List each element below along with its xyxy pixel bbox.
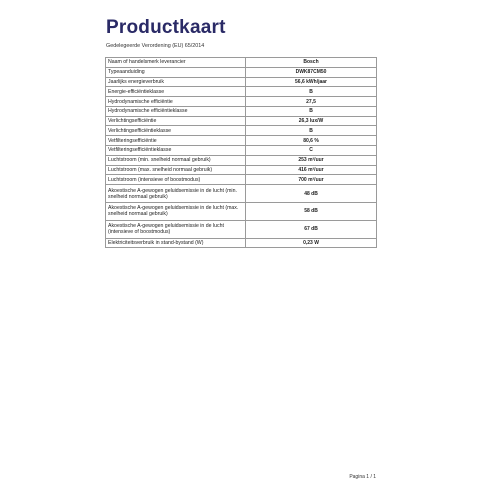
table-row [106, 106, 377, 116]
spec-label: Akoestische A-gewogen geluidsemissie in de lucht (max. snelheid normaal gebruik) [106, 202, 246, 220]
spec-label: Luchtstroom (intensieve of boostmodus) [106, 175, 246, 185]
spec-label: Hydrodynamische efficiëntie [106, 97, 246, 107]
spec-value: 416 m³/uur [246, 165, 377, 175]
table-row [106, 165, 377, 175]
page-number: Pagina 1 / 1 [349, 474, 376, 480]
table-row [106, 116, 377, 126]
table-row [106, 77, 377, 87]
spec-value: B [246, 106, 377, 116]
table-row [106, 220, 377, 238]
spec-label: Jaarlijks energieverbruik [106, 77, 246, 87]
spec-value: 80,6 % [246, 136, 377, 146]
table-row [106, 136, 377, 146]
specification-table [105, 57, 377, 248]
table-row [106, 185, 377, 203]
product-sheet-page [103, 14, 379, 486]
spec-label: Verlichtingsefficiëntie [106, 116, 246, 126]
spec-value: 67 dB [246, 220, 377, 238]
spec-value: 0,23 W [246, 238, 377, 248]
spec-label: Akoestische A-gewogen geluidsemissie in de lucht (min. snelheid normaal gebruik) [106, 185, 246, 203]
spec-label: Vetfilteringsefficiëntieklasse [106, 146, 246, 156]
spec-value: 253 m³/uur [246, 155, 377, 165]
spec-value: B [246, 126, 377, 136]
table-row [106, 58, 377, 68]
specification-table-body [106, 58, 377, 248]
spec-label: Akoestische A-gewogen geluidsemissie in de lucht (intensieve of boostmodus) [106, 220, 246, 238]
spec-label: Elektriciteitsverbruik in stand-bystand (W) [106, 238, 246, 248]
table-row [106, 155, 377, 165]
spec-label: Verlichtingsefficiëntieklasse [106, 126, 246, 136]
spec-value: 56,6 kWh/jaar [246, 77, 377, 87]
spec-label: Hydrodynamische efficiëntieklasse [106, 106, 246, 116]
spec-value: 700 m³/uur [246, 175, 377, 185]
table-row [106, 97, 377, 107]
table-row [106, 175, 377, 185]
spec-value: Bosch [246, 58, 377, 68]
spec-label: Typeaanduiding [106, 67, 246, 77]
spec-label: Luchtstroom (min. snelheid normaal gebruik) [106, 155, 246, 165]
spec-value: 26,3 lux/W [246, 116, 377, 126]
table-row [106, 202, 377, 220]
spec-value: B [246, 87, 377, 97]
table-row [106, 126, 377, 136]
spec-value: 58 dB [246, 202, 377, 220]
spec-value: 27,5 [246, 97, 377, 107]
table-row [106, 146, 377, 156]
table-row [106, 238, 377, 248]
spec-label: Naam of handelsmerk leverancier [106, 58, 246, 68]
table-row [106, 87, 377, 97]
regulation-subtitle: Gedelegeerde Verordening (EU) 65/2014 [106, 43, 205, 49]
spec-value: DWK87CM50 [246, 67, 377, 77]
spec-label: Vetfilteringsefficiëntie [106, 136, 246, 146]
spec-value: 48 dB [246, 185, 377, 203]
table-row [106, 67, 377, 77]
page-title: Productkaart [106, 17, 226, 38]
spec-label: Luchtstroom (max. snelheid normaal gebruik) [106, 165, 246, 175]
spec-label: Energie-efficiëntieklasse [106, 87, 246, 97]
spec-value: C [246, 146, 377, 156]
